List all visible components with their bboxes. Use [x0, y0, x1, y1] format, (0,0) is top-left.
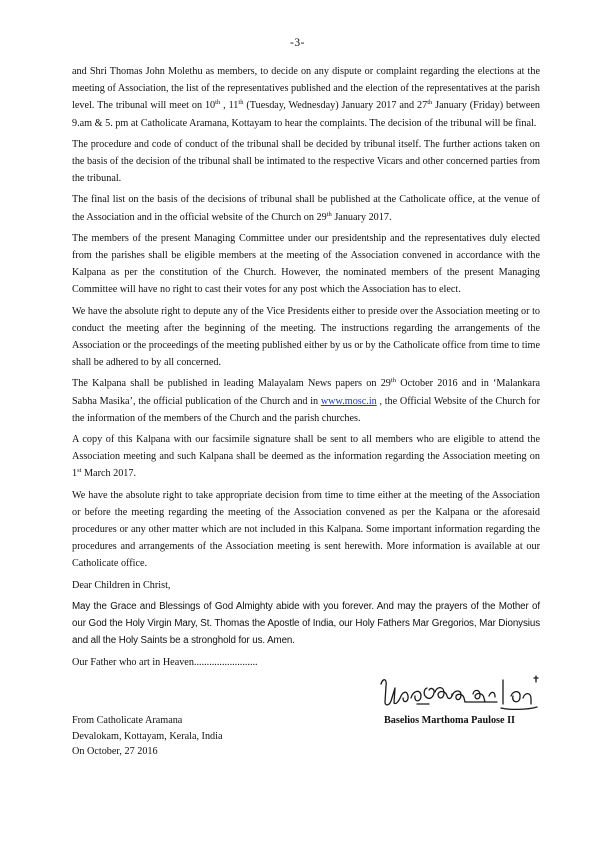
date-line: On October, 27 2016: [72, 746, 158, 757]
paragraph-final-list: The final list on the basis of the decisions of tribunal shall be published at the Catholicate office, at the venue of the Association and in the official website of the Church on 29th January 2017.: [72, 194, 540, 223]
signature-image: [377, 674, 547, 714]
paragraph-publication: The Kalpana shall be published in leading Malayalam News papers on 29th October 2016 and in ‘Malankara Sabha Masika’, the official publication of the Church and in www.mosc.in , the Official Website of the Church for the information of the members of the Church and the parish churches.: [72, 377, 540, 424]
paragraph-vice-presidents: We have the absolute right to depute any of the Vice Presidents either to preside over the Association meeting or to conduct the meeting after the beginning of the meeting. The instructions regarding the arrangements of the Association or the proceedings of the meeting published either by us or by the Catholicate office from time to time shall be adhered to by all concerned.: [72, 305, 541, 369]
blessing-paragraph: May the Grace and Blessings of God Almighty abide with you forever. And may the prayers of the Mother of our God the Holy Virgin Mary, St. Thomas the Apostle of India, our Holy Fathers Mar Gregorios, Mar Dionysius and all the Holy Saints be a stronghold for us. Amen.: [72, 600, 540, 647]
signatory-name: Baselios Marthoma Paulose II: [384, 715, 516, 726]
page-number: -3-: [290, 37, 305, 49]
paragraph-tribunal-members: and Shri Thomas John Molethu as members, to decide on any dispute or complaint regarding the elections at the meeting of Association, the list of the representatives published and the election of the representatives at the parish level. The tribunal will meet on 10th , 11th (Tuesday, Wednesday) January 2017 and 27th January (Friday) between 9.am & 5. pm at Catholicate Aramana, Kottayam to hear the complaints. The decision of the tribunal will be final.: [72, 66, 540, 129]
from-line-2: Devalokam, Kottayam, Kerala, India: [72, 730, 223, 742]
paragraph-tribunal-procedure: The procedure and code of conduct of the tribunal shall be decided by tribunal itself. The further actions taken on the basis of the decision of the tribunal shall be intimated to the respective Vicars and other concerned parties from the tribunal.: [72, 138, 540, 185]
paragraph-managing-committee: The members of the present Managing Committee under our presidentship and the representatives duly elected from the parishes shall be eligible members at the meeting of the Association convened in accordance with the Kalpana as per the constitution of the Church. However, the nominated members of the present Managing Committee will have no right to cast their votes for any post which the Association has to elect.: [72, 232, 540, 296]
paragraph-facsimile-copy: A copy of this Kalpana with our facsimile signature shall be sent to all members who are eligible to attend the Association meeting and such Kalpana shall be deemed as the information regarding the Association meeting on 1st March 2017.: [72, 434, 540, 480]
document-body: [72, 63, 540, 675]
paragraph-absolute-right: We have the absolute right to take appropriate decision from time to time either at the meeting of the Association or before the meeting regarding the meeting of the Association convened as per the Kalpana or the aforesaid procedures or any other matter which are not included in this Kalpana. Some important information regarding the procedures and arrangements of the Association meeting is sent herewith. More information is available at our Catholicate office.: [72, 489, 540, 570]
website-link[interactable]: www.mosc.in: [320, 395, 377, 407]
greeting: Dear Children in Christ,: [72, 579, 171, 591]
prayer-line: Our Father who art in Heaven.........................: [72, 656, 258, 668]
from-line-1: From Catholicate Aramana: [72, 715, 183, 726]
from-address-block: [72, 713, 332, 760]
